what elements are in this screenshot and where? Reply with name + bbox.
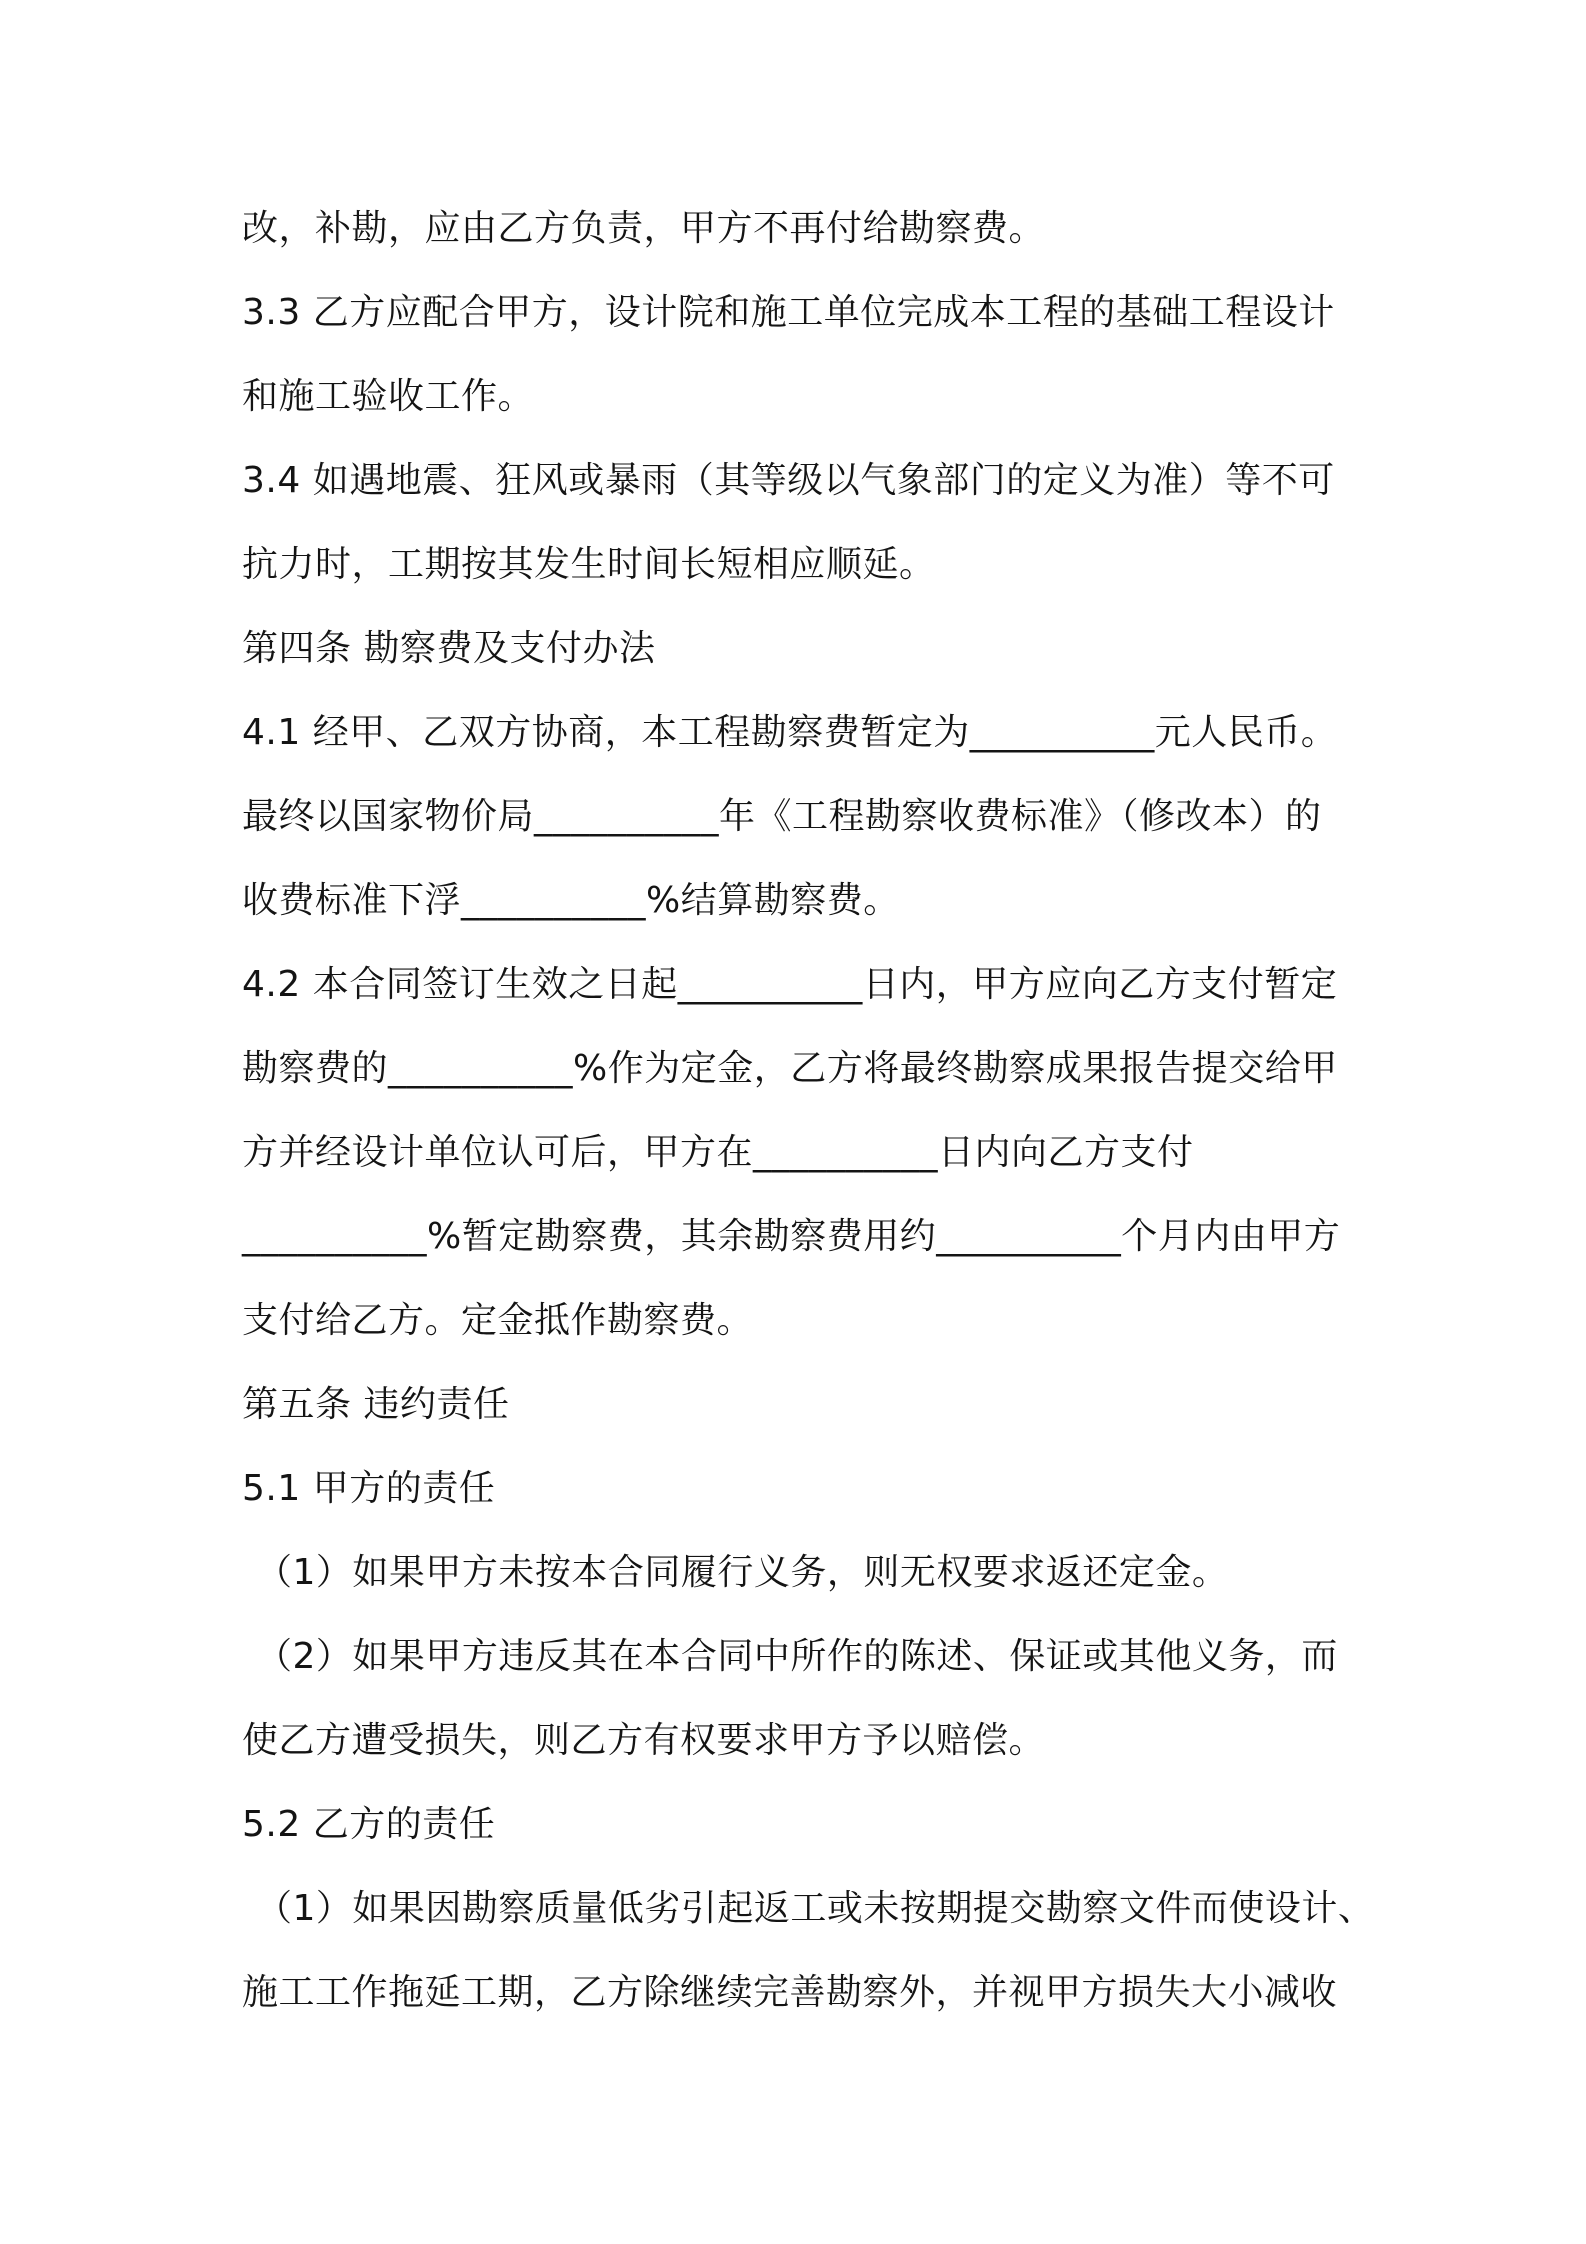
list-item: （2）如果甲方违反其在本合同中所作的陈述、保证或其他义务，而 bbox=[256, 1636, 1338, 1677]
clause-3-4-line: 3.4 如遇地震、狂风或暴雨（其等级以气象部门的定义为准）等不可 bbox=[242, 460, 1335, 501]
section-heading-5: 第五条 违约责任 bbox=[242, 1384, 510, 1425]
list-item: （1）如果甲方未按本合同履行义务，则无权要求返还定金。 bbox=[256, 1552, 1229, 1593]
clause-3-3-line: 3.3 乙方应配合甲方，设计院和施工单位完成本工程的基础工程设计 bbox=[242, 292, 1335, 333]
text-line: __________%暂定勘察费，其余勘察费用约__________个月内由甲方 bbox=[242, 1216, 1341, 1257]
text-line: 最终以国家物价局__________年《工程勘察收费标准》（修改本）的 bbox=[242, 796, 1322, 837]
text-line: 收费标准下浮__________%结算勘察费。 bbox=[242, 880, 900, 921]
text-line: 使乙方遭受损失，则乙方有权要求甲方予以赔偿。 bbox=[242, 1720, 1046, 1761]
clause-4-1-line: 4.1 经甲、乙双方协商，本工程勘察费暂定为__________元人民币。 bbox=[242, 712, 1338, 753]
text-line: 和施工验收工作。 bbox=[242, 376, 535, 417]
clause-4-2-line: 4.2 本合同签订生效之日起__________日内，甲方应向乙方支付暂定 bbox=[242, 964, 1338, 1005]
text-line: 改，补勘，应由乙方负责，甲方不再付给勘察费。 bbox=[242, 208, 1046, 249]
clause-5-2-heading: 5.2 乙方的责任 bbox=[242, 1804, 496, 1845]
clause-5-1-heading: 5.1 甲方的责任 bbox=[242, 1468, 496, 1509]
text-line: 勘察费的__________%作为定金，乙方将最终勘察成果报告提交给甲 bbox=[242, 1048, 1338, 1089]
text-line: 抗力时，工期按其发生时间长短相应顺延。 bbox=[242, 544, 936, 585]
text-line: 支付给乙方。定金抵作勘察费。 bbox=[242, 1300, 754, 1341]
text-line: 方并经设计单位认可后，甲方在__________日内向乙方支付 bbox=[242, 1132, 1194, 1173]
section-heading-4: 第四条 勘察费及支付办法 bbox=[242, 628, 656, 669]
list-item: （1）如果因勘察质量低劣引起返工或未按期提交勘察文件而使设计、 bbox=[256, 1888, 1375, 1929]
text-line: 施工工作拖延工期，乙方除继续完善勘察外，并视甲方损失大小减收 bbox=[242, 1972, 1338, 2013]
